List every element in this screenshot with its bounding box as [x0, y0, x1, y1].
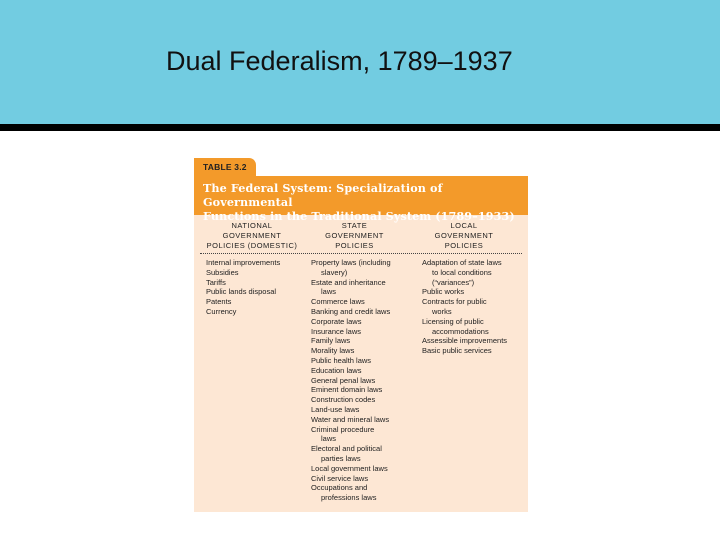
policy-item: Property laws (including slavery)	[311, 258, 391, 277]
column-header-local: LOCAL GOVERNMENT POLICIES	[434, 221, 494, 250]
policy-item: Family laws	[311, 336, 351, 346]
policy-item: Tariffs	[206, 277, 226, 287]
policy-item: Criminal procedure laws	[311, 424, 375, 444]
policy-item: Land-use laws	[311, 404, 360, 414]
header-divider	[0, 124, 720, 131]
policy-item: Assessible improvements	[422, 336, 508, 346]
table-title: The Federal System: Specialization of Governmental Functions in the Traditional System (1789–1933)	[203, 181, 515, 223]
policy-item: Estate and inheritance laws	[311, 277, 386, 297]
policy-item: Construction codes	[311, 395, 376, 405]
table-title-band	[194, 176, 528, 223]
header-dotted-divider	[200, 253, 522, 254]
national-policies-list	[206, 258, 306, 317]
state-policies-list	[311, 258, 411, 503]
policy-item: Contracts for public works	[422, 297, 487, 316]
policy-item: Public health laws	[311, 355, 372, 365]
policy-item: Education laws	[311, 365, 362, 375]
table-label-tab: TABLE 3.2	[194, 158, 256, 176]
policy-item: Commerce laws	[311, 297, 365, 307]
policy-item: Insurance laws	[311, 326, 362, 336]
policy-item: Water and mineral laws	[311, 414, 390, 424]
policy-item: Basic public services	[422, 346, 492, 356]
policy-item: Internal improvements	[206, 258, 281, 267]
policy-item: Local government laws	[311, 463, 388, 473]
policy-item: Adaptation of state laws to local conditions (“variances”)	[422, 258, 502, 287]
policy-item: Public works	[422, 287, 465, 297]
column-header-national: NATIONAL GOVERNMENT POLICIES (DOMESTIC)	[206, 221, 298, 250]
policy-item: General penal laws	[311, 375, 376, 385]
policy-item: Patents	[206, 297, 232, 307]
policy-item: Occupations and professions laws	[311, 483, 377, 503]
policy-item: Licensing of public accommodations	[422, 316, 489, 336]
policy-item: Subsidies	[206, 267, 239, 277]
column-header-state: STATE GOVERNMENT POLICIES	[325, 221, 384, 250]
local-policies-list	[422, 258, 522, 356]
policy-item: Public lands disposal	[206, 287, 277, 297]
policy-item: Currency	[206, 306, 237, 316]
slide-title: Dual Federalism, 1789–1937	[166, 46, 513, 76]
policy-item: Civil service laws	[311, 473, 369, 483]
policy-item: Corporate laws	[311, 316, 362, 326]
policy-item: Eminent domain laws	[311, 385, 383, 395]
policy-item: Morality laws	[311, 346, 355, 356]
table-body	[194, 176, 528, 512]
policy-item: Electoral and political parties laws	[311, 444, 382, 463]
policy-item: Banking and credit laws	[311, 306, 391, 316]
table-figure	[194, 158, 528, 512]
